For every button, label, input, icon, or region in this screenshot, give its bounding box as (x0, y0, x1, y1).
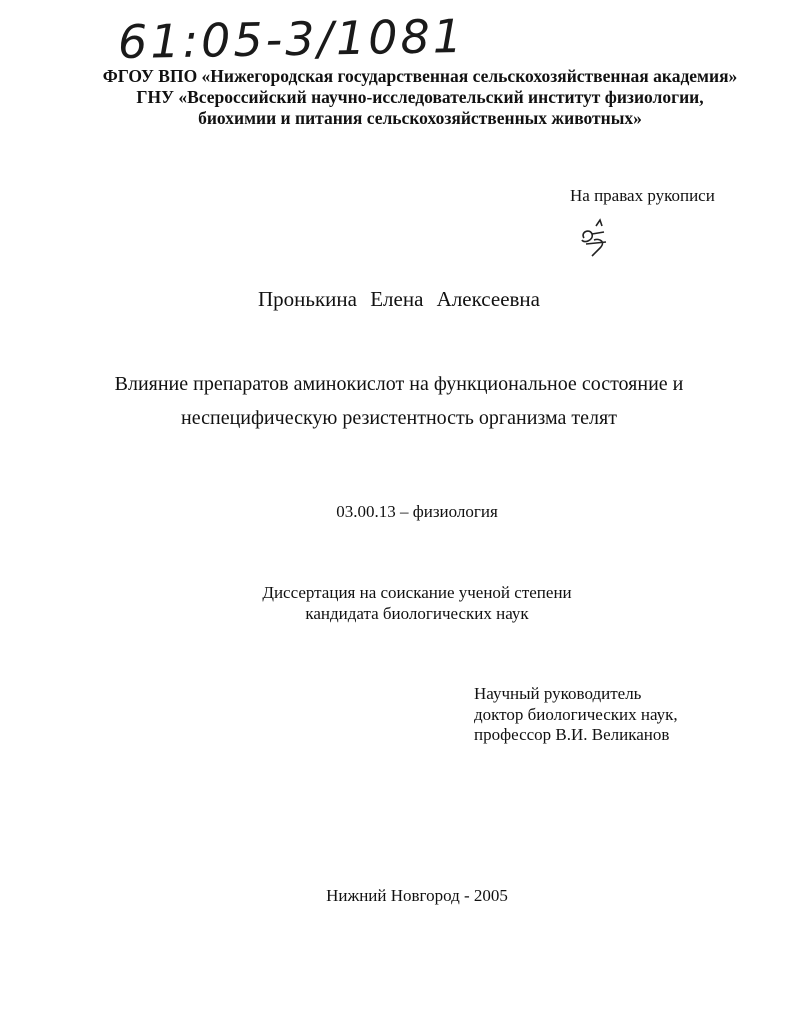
header-institution-line-3: биохимии и питания сельскохозяйственных животных» (198, 108, 642, 128)
supervisor-line-2: доктор биологических наук, (474, 705, 678, 724)
dissertation-title-line-1: Влияние препаратов аминокислот на функциональное состояние и (114, 373, 684, 395)
dissertation-title-line-2: неспецифическую резистентность организма телят (181, 407, 617, 429)
supervisor-line-1: Научный руководитель (474, 684, 642, 703)
author-name: Пронькина Елена Алексеевна (257, 287, 540, 311)
city-year: Нижний Новгород - 2005 (326, 886, 508, 905)
archive-code-handwritten: 61:05-3/1081 (117, 8, 466, 70)
supervisor-line-3: профессор В.И. Великанов (474, 725, 670, 744)
header-institution-line-2: ГНУ «Всероссийский научно-исследовательский институт физиологии, (136, 87, 704, 107)
degree-line-1: Диссертация на соискание ученой степени (262, 583, 572, 602)
manuscript-rights-note: На правах рукописи (570, 186, 715, 205)
specialty-code: 03.00.13 – физиология (336, 502, 498, 521)
degree-line-2: кандидата биологических наук (305, 604, 529, 623)
signature-mark (578, 214, 610, 258)
header-institution-line-1: ФГОУ ВПО «Нижегородская государственная сельскохозяйственная академия» (102, 66, 738, 86)
